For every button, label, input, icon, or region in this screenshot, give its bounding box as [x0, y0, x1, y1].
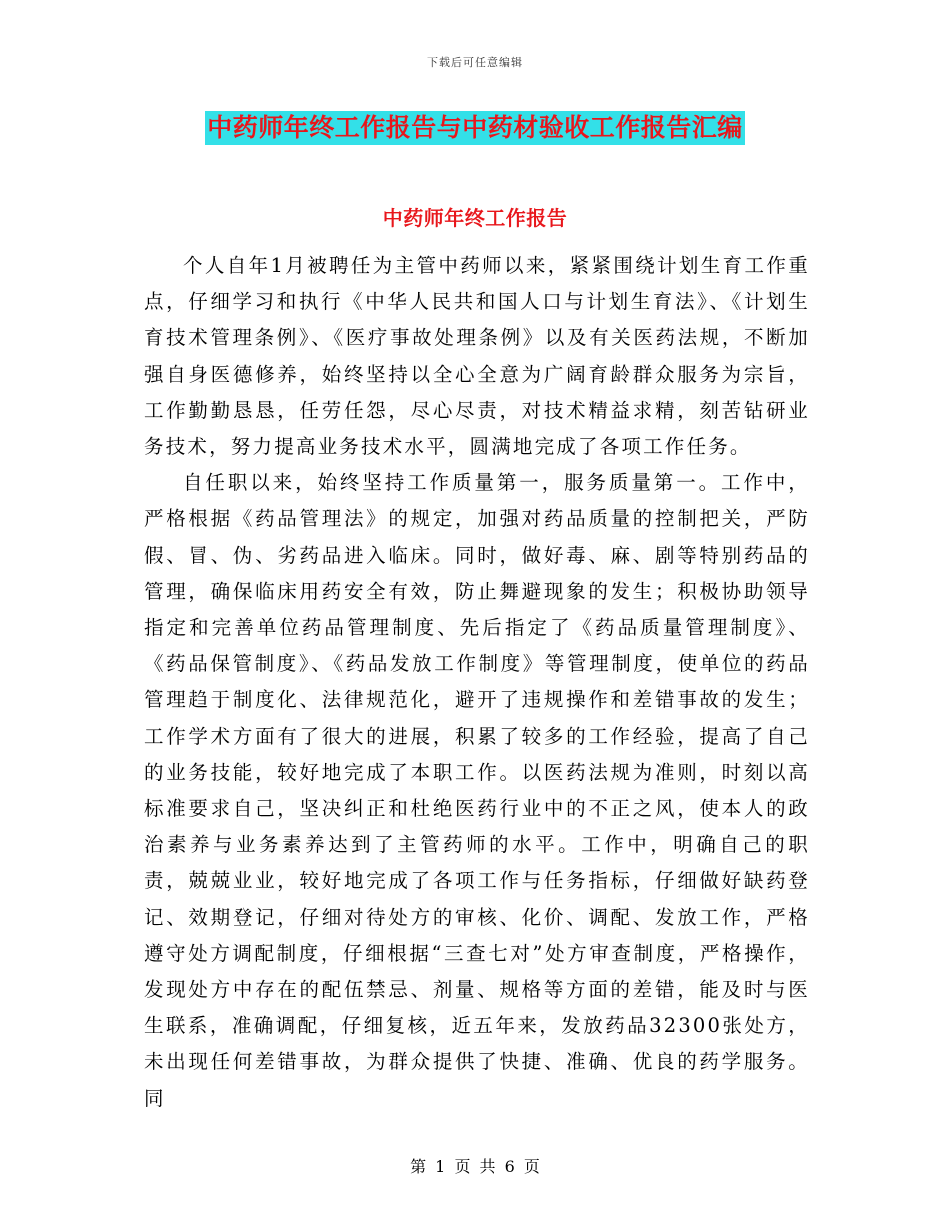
- paragraph: 自任职以来，始终坚持工作质量第一，服务质量第一。工作中，严格根据《药品管理法》的规定，加强对药品质量的控制把关，严防假、冒、伪、劣药品进入临床。同时，做好毒、麻、剧等特别药品的管理，确保临床用药安全有效，防止舞避现象的发生；积极协助领导指定和完善单位药品管理制度、先后指定了《药品质量管理制度》、《药品保管制度》、《药品发放工作制度》等管理制度，使单位的药品管理趋于制度化、法律规范化，避开了违规操作和差错事故的发生；工作学术方面有了很大的进展，积累了较多的工作经验，提高了自己的业务技能，较好地完成了本职工作。以医药法规为准则，时刻以高标准要求自己，坚决纠正和杜绝医药行业中的不正之风，使本人的政治素养与业务素养达到了主管药师的水平。工作中，明确自己的职责，兢兢业业，较好地完成了各项工作与任务指标，仔细做好缺药登记、效期登记，仔细对待处方的审核、化价、调配、发放工作，严格遵守处方调配制度，仔细根据“三查七对”处方审查制度，严格操作，发现处方中存在的配伍禁忌、剂量、规格等方面的差错，能及时与医生联系，准确调配，仔细复核，近五年来，发放药品32300张处方，未出现任何差错事故，为群众提供了快捷、准确、优良的药学服务。同: [144, 471, 810, 1110]
- paragraph: 个人自年1月被聘任为主管中药师以来，紧紧围绕计划生育工作重点，仔细学习和执行《中华人民共和国人口与计划生育法》、《计划生育技术管理条例》、《医疗事故处理条例》以及有关医药法规，不断加强自身医德修养，始终坚持以全心全意为广阔育龄群众服务为宗旨，工作勤勤恳恳，任劳任怨，尽心尽责，对技术精益求精，刻苦钻研业务技术，努力提高业务技术水平，圆满地完成了各项工作任务。: [144, 254, 810, 459]
- document-title-container: [0, 111, 950, 145]
- document-title: 中药师年终工作报告与中药材验收工作报告汇编: [205, 111, 745, 145]
- page-number: 第 1 页 共 6 页: [410, 1157, 540, 1176]
- document-body: [144, 248, 810, 1117]
- page-header-note: 下载后可任意编辑: [427, 56, 523, 69]
- section-title: 中药师年终工作报告: [382, 206, 568, 230]
